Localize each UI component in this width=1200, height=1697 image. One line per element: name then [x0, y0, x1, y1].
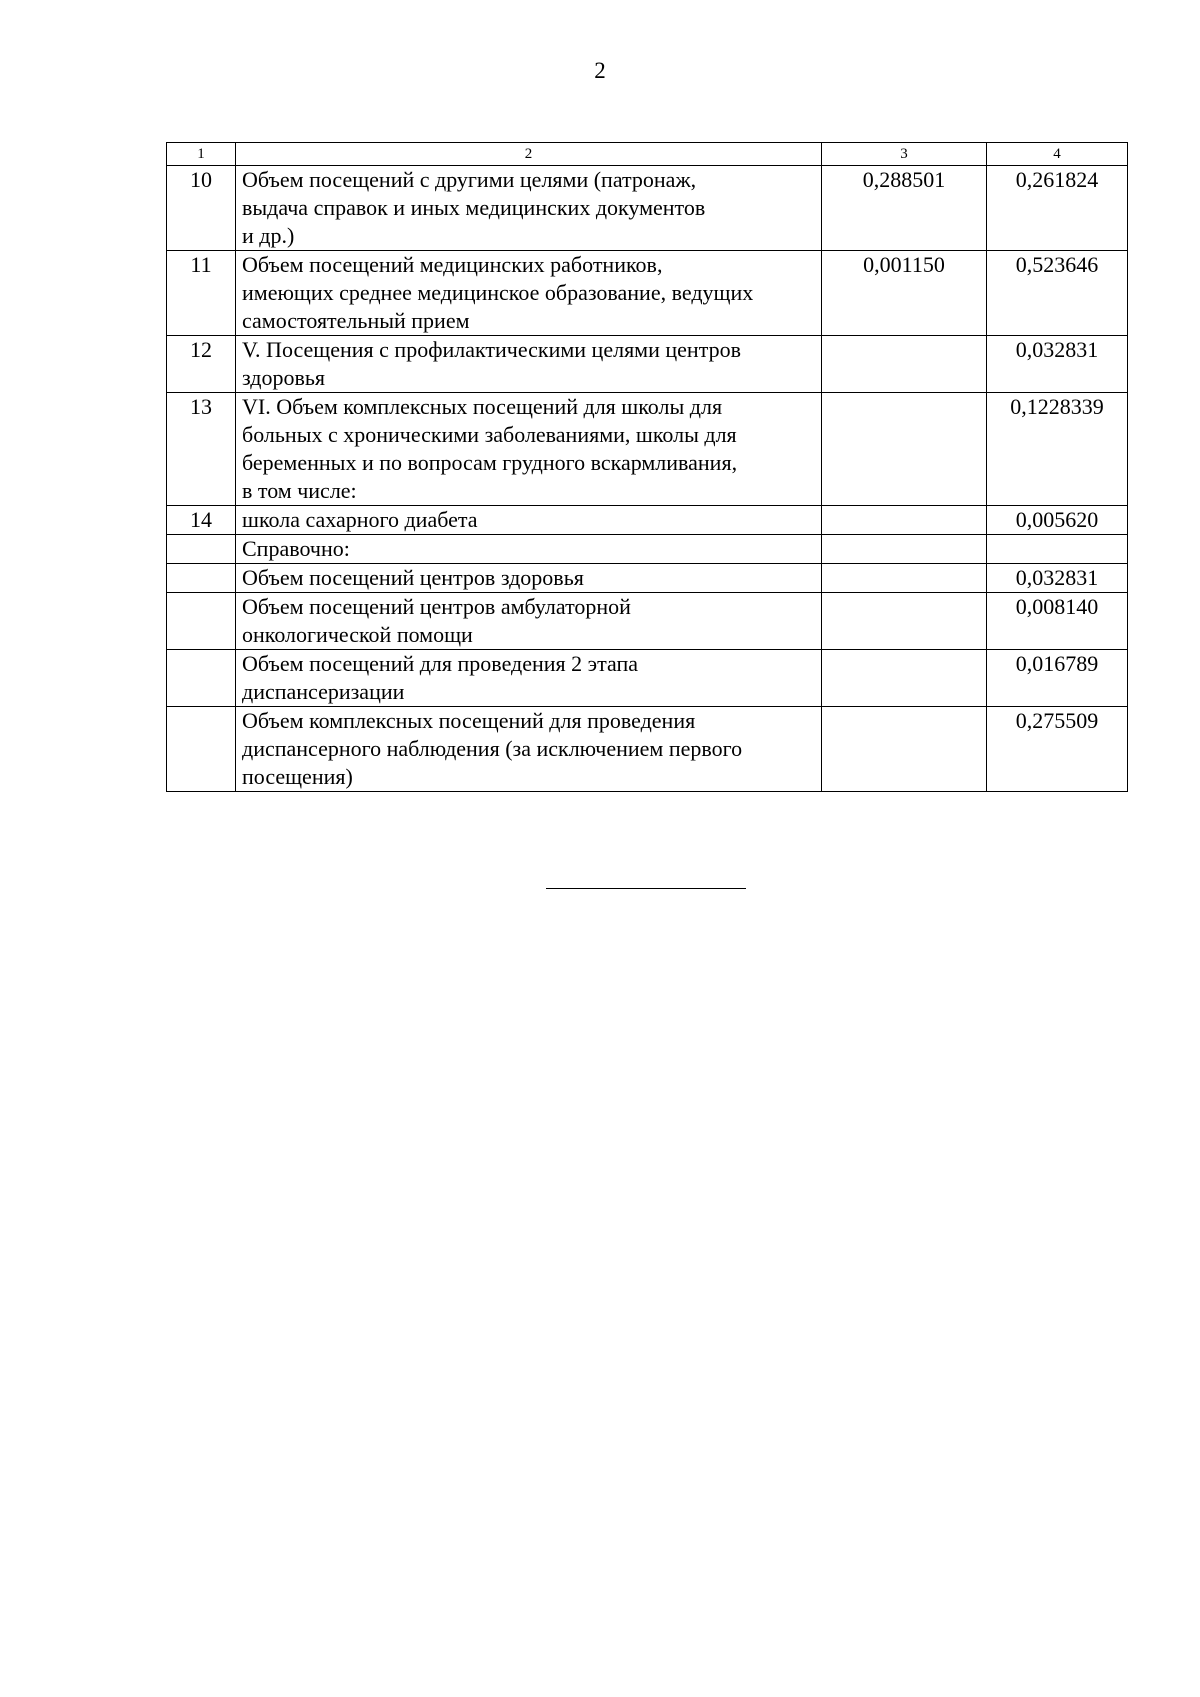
row-description-cell: Объем посещений центров амбулаторной онкологической помощи	[236, 593, 822, 650]
row-value-col3-cell: 0,001150	[822, 251, 987, 336]
row-description-cell: Справочно:	[236, 535, 822, 564]
table-header-row	[167, 143, 1128, 166]
row-value-col3-cell	[822, 393, 987, 506]
table-row	[167, 707, 1128, 792]
table-row	[167, 251, 1128, 336]
row-value-col3-cell	[822, 336, 987, 393]
table-row	[167, 564, 1128, 593]
header-cell: 2	[236, 143, 822, 166]
table-row	[167, 650, 1128, 707]
row-number-cell	[167, 707, 236, 792]
row-value-col4-cell: 0,261824	[987, 166, 1128, 251]
row-value-col3-cell	[822, 593, 987, 650]
row-description-cell: Объем посещений медицинских работников, имеющих среднее медицинское образование, ведущих самостоятельный прием	[236, 251, 822, 336]
row-number-cell: 14	[167, 506, 236, 535]
row-number-cell: 11	[167, 251, 236, 336]
row-value-col3-cell	[822, 707, 987, 792]
data-table	[166, 142, 1128, 792]
page-number: 2	[594, 58, 606, 83]
row-description-cell: Объем посещений с другими целями (патронаж, выдача справок и иных медицинских документов и др.)	[236, 166, 822, 251]
table-row	[167, 336, 1128, 393]
row-value-col3-cell	[822, 535, 987, 564]
row-value-col4-cell: 0,016789	[987, 650, 1128, 707]
row-number-cell: 12	[167, 336, 236, 393]
header-cell: 4	[987, 143, 1128, 166]
row-description-cell: Объем комплексных посещений для проведения диспансерного наблюдения (за исключением первого посещения)	[236, 707, 822, 792]
row-description-cell: Объем посещений центров здоровья	[236, 564, 822, 593]
row-description-cell: VI. Объем комплексных посещений для школы для больных с хроническими заболеваниями, школы для беременных и по вопросам грудного вскармливания, в том числе:	[236, 393, 822, 506]
end-rule	[546, 888, 746, 889]
header-cell: 1	[167, 143, 236, 166]
table-row	[167, 506, 1128, 535]
header-cell: 3	[822, 143, 987, 166]
row-number-cell	[167, 650, 236, 707]
row-value-col4-cell: 0,1228339	[987, 393, 1128, 506]
row-number-cell	[167, 593, 236, 650]
table-row	[167, 535, 1128, 564]
row-value-col4-cell: 0,032831	[987, 336, 1128, 393]
table-row	[167, 393, 1128, 506]
row-value-col3-cell	[822, 564, 987, 593]
row-number-cell	[167, 564, 236, 593]
row-number-cell	[167, 535, 236, 564]
row-value-col3-cell	[822, 650, 987, 707]
row-value-col3-cell: 0,288501	[822, 166, 987, 251]
row-description-cell: V. Посещения с профилактическими целями центров здоровья	[236, 336, 822, 393]
row-number-cell: 13	[167, 393, 236, 506]
row-value-col4-cell: 0,275509	[987, 707, 1128, 792]
table-row	[167, 593, 1128, 650]
row-number-cell: 10	[167, 166, 236, 251]
row-value-col4-cell: 0,523646	[987, 251, 1128, 336]
row-description-cell: Объем посещений для проведения 2 этапа диспансеризации	[236, 650, 822, 707]
table-row	[167, 166, 1128, 251]
row-value-col4-cell	[987, 535, 1128, 564]
row-value-col4-cell: 0,032831	[987, 564, 1128, 593]
row-value-col4-cell: 0,005620	[987, 506, 1128, 535]
row-description-cell: школа сахарного диабета	[236, 506, 822, 535]
row-value-col4-cell: 0,008140	[987, 593, 1128, 650]
row-value-col3-cell	[822, 506, 987, 535]
